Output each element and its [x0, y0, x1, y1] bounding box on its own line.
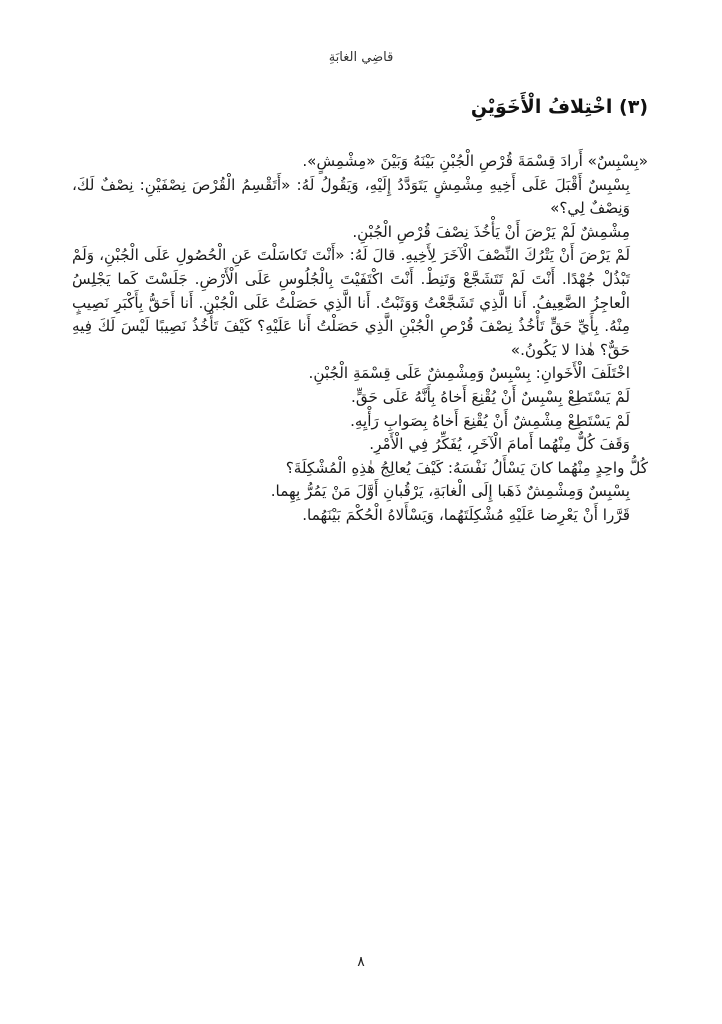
paragraph: مِشْمِشٌ لَمْ يَرْضَ أَنْ يَأْخُذَ نِصْفَ قُرْصِ الْجُبْنِ. — [352, 222, 630, 241]
page-number: ٨ — [357, 954, 365, 970]
paragraph: لَمْ يَسْتَطِعْ بِسْبِسٌ أَنْ يُقْنِعَ أَخاهُ بِأَنَّهُ عَلَى حَقٍّ. — [351, 387, 630, 406]
paragraph: وَقَفَ كُلٌّ مِنْهُما أَمامَ الْآخَرِ، يُفَكِّرُ فِي الْأَمْرِ. — [369, 435, 630, 454]
paragraph: «بِسْبِسٌ» أَرادَ قِسْمَةَ قُرْصِ الْجُبْنِ بَيْنَهُ وَبَيْنَ «مِشْمِشٍ». — [302, 152, 648, 170]
paragraph: لَمْ يَرْضَ أَنْ يَتْرُكَ النِّصْفَ الْآخَرَ لِأَخِيهِ. قالَ لَهُ: «أَنْتَ تَكاسَلْتَ عَنِ الْحُصُولِ عَلَى الْجُبْنِ، وَلَمْ تَبْذُلْ جُهْدًا. أَنْتَ لَمْ تَتَشَجَّعْ وَتَنِطْ. أَنْتَ اكْتَفَيْتَ بِالْجُلُوسِ عَلَى الْأَرْضِ. جَلَسْتَ كَما يَجْلِسُ الْعاجِزُ الضَّعِيفُ. أَنا الَّذِي تَشَجَّعْتُ وَوَثَبْتُ. أَنا الَّذِي حَصَلْتُ عَلَى الْجُبْنِ. أَنا أَحَقُّ بِأَكْبَرِ نَصِيبٍ مِنْهُ. بِأَيِّ حَقٍّ تَأْخُذُ نِصْفَ قُرْصِ الْجُبْنِ الَّذِي حَصَلْتُ أَنا عَلَيْهِ؟ كَيْفَ تَأْخُذُ نَصِيبًا لَيْسَ لَكَ فِيهِ حَقٌّ؟ هٰذا لا يَكُونُ.» — [72, 246, 630, 359]
body-text — [72, 150, 648, 528]
paragraph: قَرَّرا أَنْ يَعْرِضا عَلَيْهِ مُشْكِلَتَهُما، وَيَسْأَلاهُ الْحُكْمَ بَيْنَهُما. — [302, 505, 630, 524]
paragraph: اخْتَلَفَ الْأَخَوانِ: بِسْبِسٌ وَمِشْمِشٌ عَلَى قِسْمَةِ الْجُبْنِ. — [308, 364, 630, 383]
paragraph: كُلُّ واحِدٍ مِنْهُما كانَ يَسْأَلُ نَفْسَهُ: كَيْفَ يُعالِجُ هٰذِهِ الْمُشْكِلَةَ؟ — [285, 458, 648, 477]
running-header: قاضِي الغابَةِ — [328, 50, 394, 65]
paragraph: بِسْبِسٌ أَقْبَلَ عَلَى أَخِيهِ مِشْمِشٍ يَتَوَدَّدُ إِلَيْهِ، وَيَقُولُ لَهُ: «أَتَقْسِمُ الْقُرْصَ نِصْفَيْنِ: نِصْفٌ لَكَ، وَنِصْفٌ لِي؟» — [72, 175, 630, 218]
paragraph: لَمْ يَسْتَطِعْ مِشْمِشٌ أَنْ يُقْنِعَ أَخاهُ بِصَوابِ رَأْيِهِ. — [350, 411, 630, 430]
chapter-title: (٣) اخْتِلافُ الْأَخَوَيْنِ — [470, 96, 648, 118]
paragraph: بِسْبِسٌ وَمِشْمِشٌ ذَهَبا إِلَى الْغابَةِ، يَرْقُبانِ أَوَّلَ مَنْ يَمُرُّ بِهِما. — [270, 482, 630, 501]
